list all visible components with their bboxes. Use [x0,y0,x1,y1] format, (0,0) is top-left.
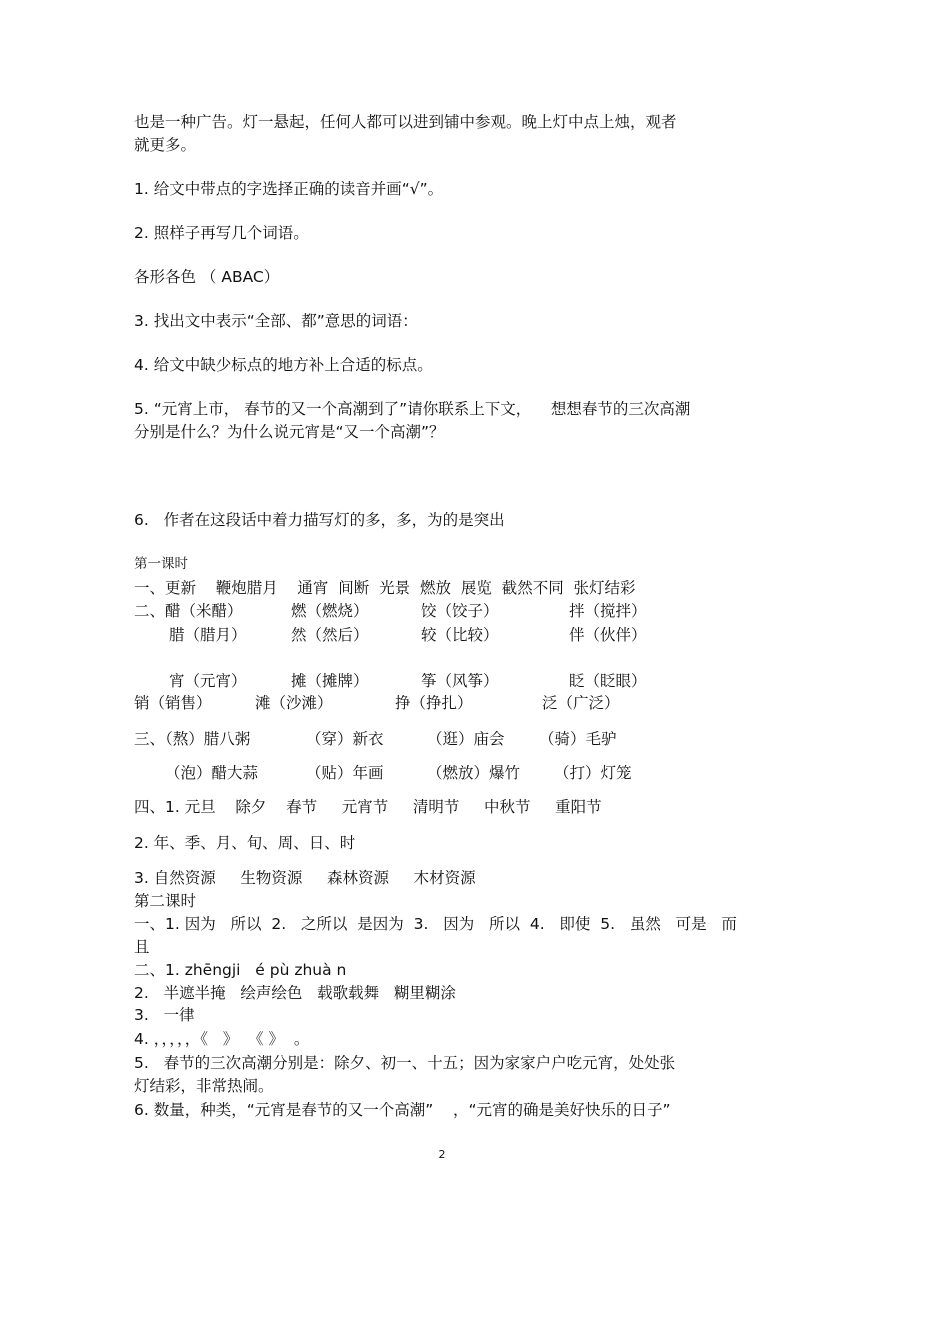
answer-cell: 饺（饺子） [421,602,499,620]
answer-cell: 宵（元宵） [169,672,247,690]
question-2: 2. 照样子再写几个词语。 [134,224,309,242]
answer-l2-section-2-2: 2. 半遮半掩 绘声绘色 载歌载舞 糊里糊涂 [134,984,456,1002]
answer-cell: 三、（熬）腊八粥 [134,730,251,748]
question-6: 6. 作者在这段话中着力描写灯的多，多，为的是突出 [134,511,505,529]
answer-section-4-3: 3. 自然资源 生物资源 森林资源 木材资源 [134,869,476,887]
answer-cell: （燃放）爆竹 [427,764,521,782]
answer-cell: 腊（腊月） [169,626,247,644]
passage-line: 也是一种广告。灯一悬起，任何人都可以进到铺中参观。晚上灯中点上烛，观者 [134,113,677,131]
answer-l2-section-1: 且 [134,938,150,956]
answer-cell: 挣（挣扎） [395,694,473,712]
passage-line: 就更多。 [134,136,197,154]
answer-cell: 筝（风筝） [421,672,499,690]
answer-section-4-1: 四、1. 元旦 除夕 春节 元宵节 清明节 中秋节 重阳节 [134,798,602,816]
answer-cell: 二、醋（米醋） [134,602,243,620]
answer-cell: 眨（眨眼） [569,672,647,690]
answer-cell: 滩（沙滩） [255,694,333,712]
answer-cell: 拌（搅拌） [569,602,647,620]
answer-l2-section-1: 一、1. 因为 所以 2. 之所以 是因为 3. 因为 所以 4. 即使 5. 虽然 可是 而 [134,915,737,933]
question-5: 分别是什么？为什么说元宵是“又一个高潮”？ [134,423,445,441]
answer-cell: （穿）新衣 [306,730,384,748]
question-4: 4. 给文中缺少标点的地方补上合适的标点。 [134,356,433,374]
answer-cell: 摊（摊牌） [291,672,369,690]
answer-cell: 较（比较） [421,626,499,644]
answer-cell: 销（销售） [134,694,212,712]
answer-cell: （泡）醋大蒜 [165,764,259,782]
lesson-1-heading: 第一课时 [134,556,188,572]
question-2-example: 各形各色 （ ABAC） [134,268,280,286]
question-1: 1. 给文中带点的字选择正确的读音并画“√”。 [134,180,444,198]
answer-section-4-2: 2. 年、季、月、旬、周、日、时 [134,834,356,852]
page-number: 2 [438,1148,446,1161]
answer-l2-section-2-6: 6. 数量，种类，“元宵是春节的又一个高潮” ，“元宵的确是美好快乐的日子” [134,1101,671,1119]
answer-cell: （逛）庙会 [427,730,505,748]
answer-section-1: 一、更新 鞭炮腊月 通宵 间断 光景 燃放 展览 截然不同 张灯结彩 [134,579,636,597]
answer-cell: （贴）年画 [306,764,384,782]
answer-cell: 燃（燃烧） [291,602,369,620]
answer-cell: （打）灯笼 [554,764,632,782]
answer-cell: 然（然后） [291,626,369,644]
answer-l2-section-2-1: 二、1. zhēngji é pù zhuà n [134,961,347,979]
lesson-2-heading: 第二课时 [134,892,197,910]
answer-l2-section-2-5: 5. 春节的三次高潮分别是：除夕、初一、十五；因为家家户户吃元宵，处处张 [134,1054,676,1072]
answer-cell: 伴（伙伴） [569,626,647,644]
answer-l2-section-2-4: 4. ，，，，，《 》 《 》 。 [134,1030,310,1048]
answer-l2-section-2-5: 灯结彩，非常热闹。 [134,1077,274,1095]
question-3: 3. 找出文中表示“全部、都”意思的词语： [134,312,418,330]
answer-l2-section-2-3: 3. 一律 [134,1006,195,1024]
answer-cell: 泛（广泛） [542,694,620,712]
question-5: 5. “元宵上市， 春节的又一个高潮到了”请你联系上下文， 想想春节的三次高潮 [134,400,691,418]
answer-cell: （骑）毛驴 [539,730,617,748]
